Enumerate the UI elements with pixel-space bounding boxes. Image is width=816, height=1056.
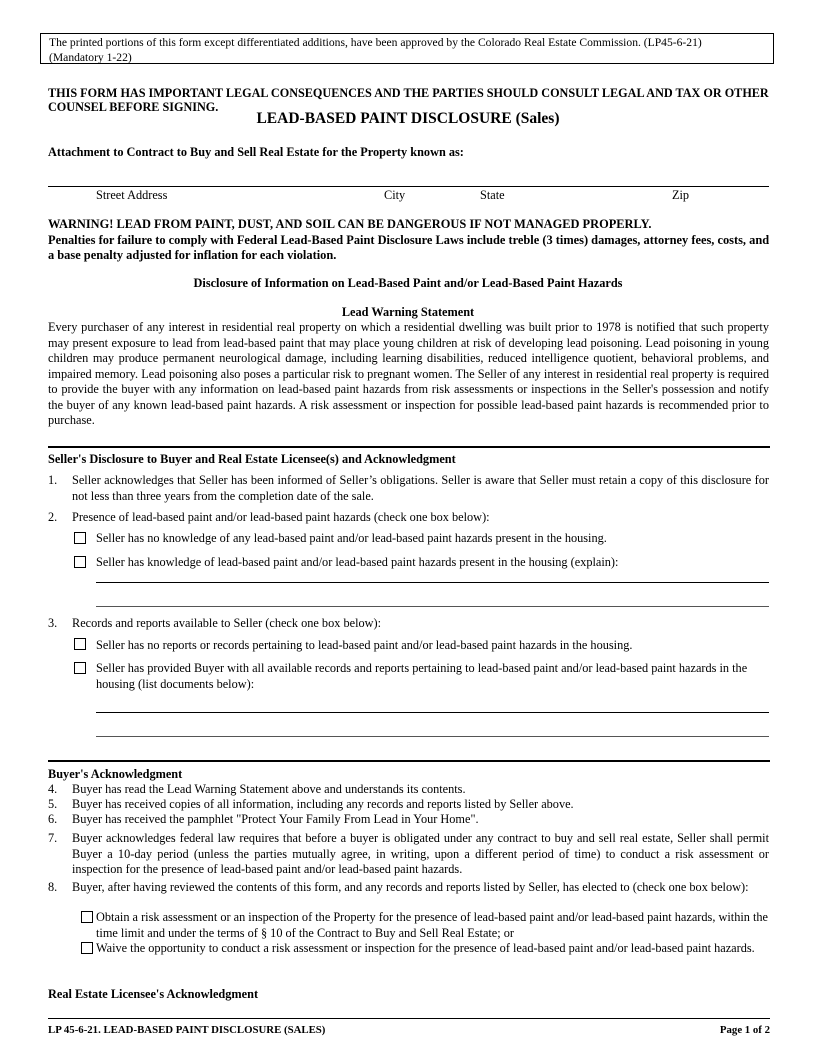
no-knowledge-label: Seller has no knowledge of any lead-based paint and/or lead-based paint hazards present in the housing. [96,531,607,545]
provided-records-checkbox[interactable] [74,662,86,674]
disclosure-heading: Disclosure of Information on Lead-Based Paint and/or Lead-Based Paint Hazards [193,276,623,290]
documents-line-1[interactable] [96,712,769,713]
warning-line1: WARNING! LEAD FROM PAINT, DUST, AND SOIL CAN BE DANGEROUS IF NOT MANAGED PROPERLY. [48,217,652,231]
section-divider [48,446,770,448]
explain-line-1[interactable] [96,582,769,583]
footer [48,1023,770,1039]
street-address-label: Street Address [96,188,168,202]
warning-line2: Penalties for failure to comply with Federal Lead-Based Paint Disclosure Laws include treble (3 times) damages, attorney fees, costs, and a base penalty adjusted for inflation for each violation. [48,232,770,262]
legal-notice-line1: THIS FORM HAS IMPORTANT LEGAL CONSEQUENCES AND THE PARTIES SHOULD CONSULT LEGAL AND TAX OR OTHER [48,86,769,100]
title-main: LEAD-BASED PAINT DISCLOSURE [256,110,512,127]
approval-line1: The printed portions of this form except differentiated additions, have been approved by the Colorado Real Estate Commission. (LP45-6-21) [49,36,702,49]
lead-warning-heading: Lead Warning Statement [341,305,475,319]
seller-item-2: Presence of lead-based paint and/or lead-based paint hazards (check one box below): [72,510,490,524]
item-number: 7. [48,831,58,845]
section-divider [48,760,770,762]
footer-form-id: LP 45-6-21. LEAD-BASED PAINT DISCLOSURE (SALES) [48,1024,326,1036]
seller-heading: Seller's Disclosure to Buyer and Real Estate Licensee(s) and Acknowledgment [48,452,456,466]
item-number: 5. [48,797,58,811]
buyer-item-5: Buyer has received copies of all information, including any records and reports listed by Seller above. [72,797,574,811]
buyer-item-8: Buyer, after having reviewed the contents of this form, and any records and reports listed by Seller, has elected to (check one box below): [72,880,749,894]
item-number: 4. [48,782,58,796]
explain-line-2[interactable] [96,606,769,607]
waive-assessment-checkbox[interactable] [81,942,93,954]
item-number: 2. [48,510,58,524]
buyer-heading: Buyer's Acknowledgment [48,767,183,781]
approval-line2: (Mandatory 1-22) [49,50,132,64]
buyer-item-6: Buyer has received the pamphlet "Protect Your Family From Lead in Your Home". [72,812,479,826]
documents-line-2[interactable] [96,736,769,737]
attachment-label: Attachment to Contract to Buy and Sell Real Estate for the Property known as: [48,145,464,159]
obtain-assessment-checkbox[interactable] [81,911,93,923]
state-label: State [480,188,505,202]
lead-warning-text: Every purchaser of any interest in residential real property on which a residential dwelling was built prior to 1978 is notified that such property may present exposure to lead from lead-based paint that may place young children at risk of developing lead poisoning. Lead poisoning in young children may produce permanent neurological damage, including learning disabilities, reduced intelligence quotient, behavioral problems, and impaired memory. Lead poisoning also poses a particular risk to pregnant women. The Seller of any interest in residential real property is required to provide the buyer with any information on lead-based paint hazards from risk assessments or inspections in the Seller's possession and notify the buyer of any known lead-based paint hazards. A risk assessment or inspection for possible lead-based paint hazards is recommended prior to purchase. [48,320,769,427]
warning-block [48,217,770,264]
no-reports-checkbox[interactable] [74,638,86,650]
item-number: 8. [48,880,58,894]
approval-notice [40,33,774,64]
waive-assessment-label: Waive the opportunity to conduct a risk assessment or inspection for the presence of lead-based paint and/or lead-based paint hazards. [96,941,755,955]
zip-label: Zip [672,188,690,202]
title-sub: (Sales) [515,110,560,127]
obtain-assessment-label: Obtain a risk assessment or an inspection of the Property for the presence of lead-based paint and/or lead-based paint hazards, within the time limit and under the terms of § 10 of the Contract to Buy and Sell Real Estate; or [96,910,769,940]
item-number: 1. [48,473,58,487]
licensee-heading: Real Estate Licensee's Acknowledgment [48,987,259,1001]
page-title [0,111,816,127]
address-line[interactable] [48,186,769,187]
no-knowledge-checkbox[interactable] [74,532,86,544]
buyer-item-7: Buyer acknowledges federal law requires that before a buyer is obligated under any contract to buy and sell real estate, Seller shall permit Buyer a 10-day period (unless the parties mutually agree, in writing, upon a different period of time) to conduct a risk assessment or inspection for the presence of lead-based paint and/or lead-based paint hazards. [72,831,769,876]
has-knowledge-checkbox[interactable] [74,556,86,568]
legal-notice-line2: COUNSEL BEFORE SIGNING. [48,100,219,114]
city-label: City [384,188,406,202]
provided-records-label: Seller has provided Buyer with all available records and reports pertaining to lead-based paint and/or lead-based paint hazards in the housing (list documents below): [96,661,748,691]
seller-item-1: Seller acknowledges that Seller has been informed of Seller’s obligations. Seller is aware that Seller must retain a copy of this disclosure for not less than three years from the completion date of the sale. [72,473,769,503]
has-knowledge-label: Seller has knowledge of lead-based paint and/or lead-based paint hazards present in the housing (explain): [96,555,619,569]
buyer-item-4: Buyer has read the Lead Warning Statement above and understands its contents. [72,782,466,796]
item-number: 6. [48,812,58,826]
no-reports-label: Seller has no reports or records pertaining to lead-based paint and/or lead-based paint hazards in the housing. [96,638,633,652]
page-number: Page 1 of 2 [719,1024,770,1036]
item-number: 3. [48,616,58,630]
seller-item-3: Records and reports available to Seller (check one box below): [72,616,382,630]
footer-divider [48,1018,770,1019]
